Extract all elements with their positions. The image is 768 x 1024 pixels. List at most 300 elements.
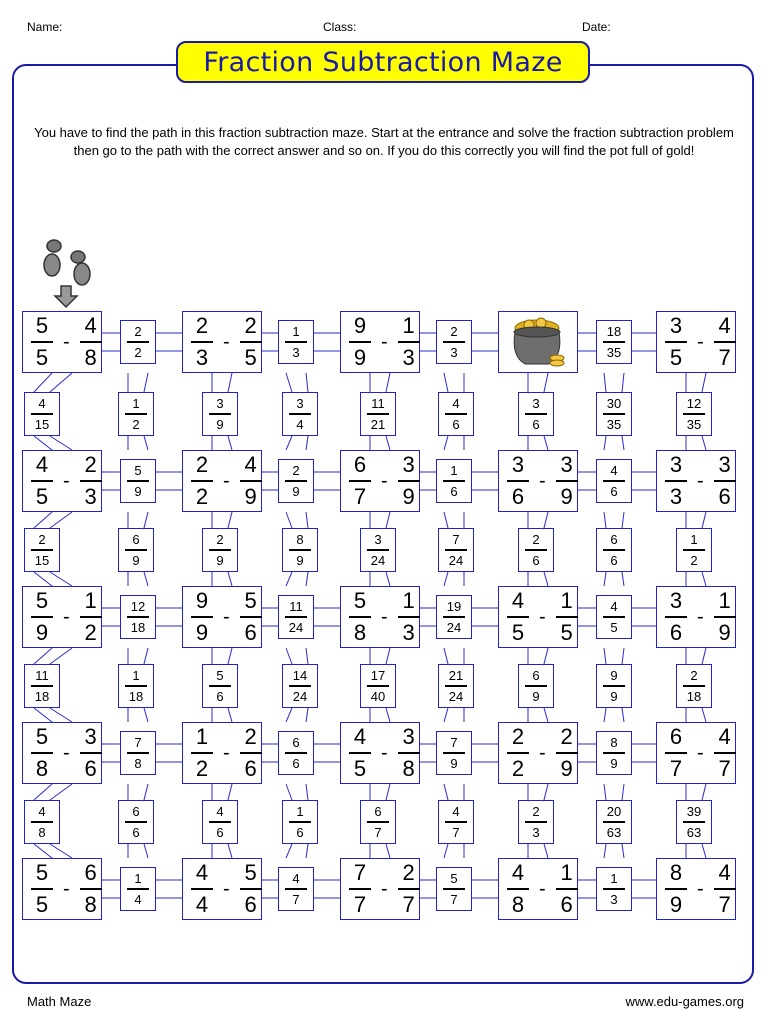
numerator: 4: [610, 599, 618, 615]
fraction: [398, 315, 420, 369]
subtraction-problem: [498, 722, 578, 784]
numerator: 3: [669, 452, 683, 477]
denominator: 2: [195, 756, 209, 781]
numerator: 4: [216, 804, 224, 820]
denominator: 3: [450, 344, 458, 360]
minus-sign: -: [697, 742, 704, 764]
fraction-bar: [209, 821, 231, 823]
fraction: [367, 805, 389, 839]
fraction-bar: [191, 616, 213, 618]
fraction: [285, 736, 307, 770]
denominator: 4: [296, 416, 304, 432]
denominator: 7: [374, 824, 382, 840]
answer-cell: [436, 320, 472, 364]
denominator: 6: [216, 824, 224, 840]
fraction: [191, 454, 213, 508]
answer-cell: [596, 595, 632, 639]
fraction-bar: [603, 549, 625, 551]
denominator: 8: [84, 345, 97, 370]
denominator: 63: [686, 824, 702, 840]
numerator: 1: [195, 724, 209, 749]
fraction-bar: [603, 752, 625, 754]
fraction-bar: [289, 685, 311, 687]
fraction: [525, 669, 547, 703]
denominator: 5: [35, 484, 49, 509]
answer-cell: [282, 800, 318, 844]
numerator: 1: [560, 588, 573, 613]
numerator: 3: [374, 532, 382, 548]
answer-cell: [120, 867, 156, 911]
fraction-bar: [714, 480, 736, 482]
answer-cell: [438, 664, 474, 708]
answer-cell: [120, 459, 156, 503]
fraction: [191, 862, 213, 916]
fraction-bar: [127, 480, 149, 482]
numerator: 6: [292, 735, 300, 751]
subtraction-problem: [340, 722, 420, 784]
numerator: 30: [606, 396, 622, 412]
numerator: 7: [353, 860, 367, 885]
fraction: [603, 736, 625, 770]
fraction-bar: [125, 821, 147, 823]
answer-cell: [202, 528, 238, 572]
numerator: 5: [216, 668, 224, 684]
numerator: 4: [38, 804, 46, 820]
numerator: 2: [244, 724, 257, 749]
fraction: [445, 397, 467, 431]
numerator: 1: [132, 396, 140, 412]
fraction-bar: [349, 888, 371, 890]
denominator: 9: [296, 552, 304, 568]
numerator: 8: [610, 735, 618, 751]
fraction-bar: [367, 413, 389, 415]
numerator: 2: [195, 452, 209, 477]
fraction-bar: [127, 341, 149, 343]
numerator: 4: [452, 804, 460, 820]
numerator: 4: [244, 452, 257, 477]
subtraction-problem: [340, 858, 420, 920]
numerator: 4: [511, 588, 525, 613]
denominator: 18: [686, 688, 702, 704]
minus-sign: -: [381, 470, 388, 492]
fraction-bar: [209, 685, 231, 687]
denominator: 9: [560, 756, 573, 781]
answer-cell: [360, 528, 396, 572]
minus-sign: -: [697, 470, 704, 492]
subtraction-problem: [22, 311, 102, 373]
fraction: [443, 736, 465, 770]
fraction-bar: [507, 888, 529, 890]
fraction: [125, 669, 147, 703]
minus-sign: -: [223, 742, 230, 764]
fraction-bar: [285, 616, 307, 618]
fraction: [349, 590, 371, 644]
subtraction-problem: [498, 450, 578, 512]
fraction: [525, 805, 547, 839]
fraction: [80, 315, 102, 369]
minus-sign: -: [63, 331, 70, 353]
down-arrow-icon: [55, 286, 77, 307]
numerator: 5: [450, 871, 458, 887]
fraction: [603, 669, 625, 703]
denominator: 35: [606, 344, 622, 360]
fraction: [289, 397, 311, 431]
numerator: 4: [511, 860, 525, 885]
numerator: 2: [690, 668, 698, 684]
fraction: [31, 862, 53, 916]
answer-cell: [202, 800, 238, 844]
fraction: [665, 454, 687, 508]
denominator: 2: [132, 416, 140, 432]
numerator: 2: [216, 532, 224, 548]
fraction: [289, 533, 311, 567]
fraction-bar: [127, 752, 149, 754]
fraction-bar: [507, 480, 529, 482]
numerator: 2: [511, 724, 525, 749]
fraction-bar: [367, 685, 389, 687]
fraction-bar: [349, 616, 371, 618]
denominator: 3: [402, 345, 415, 370]
fraction: [603, 872, 625, 906]
numerator: 4: [353, 724, 367, 749]
fraction-bar: [31, 341, 53, 343]
footer-left: Math Maze: [27, 994, 92, 1009]
numerator: 3: [718, 452, 731, 477]
fraction-bar: [556, 616, 578, 618]
fraction-bar: [125, 549, 147, 551]
denominator: 3: [195, 345, 209, 370]
fraction-bar: [525, 413, 547, 415]
fraction-bar: [80, 752, 102, 754]
numerator: 1: [402, 313, 415, 338]
fraction: [445, 669, 467, 703]
fraction-bar: [665, 616, 687, 618]
fraction: [80, 454, 102, 508]
denominator: 9: [610, 688, 618, 704]
fraction: [714, 862, 736, 916]
subtraction-problem: [182, 450, 262, 512]
answer-cell: [596, 800, 632, 844]
numerator: 1: [134, 871, 142, 887]
fraction: [367, 397, 389, 431]
numerator: 14: [292, 668, 308, 684]
fraction-bar: [31, 752, 53, 754]
fraction-bar: [127, 616, 149, 618]
answer-cell: [518, 800, 554, 844]
footer-right: www.edu-games.org: [625, 994, 744, 1009]
denominator: 6: [511, 484, 525, 509]
fraction-bar: [191, 480, 213, 482]
subtraction-problem: [340, 311, 420, 373]
answer-cell: [120, 595, 156, 639]
subtraction-problem: [22, 450, 102, 512]
fraction-bar: [80, 616, 102, 618]
fraction: [603, 397, 625, 431]
fraction: [285, 325, 307, 359]
numerator: 4: [718, 724, 731, 749]
subtraction-problem: [656, 722, 736, 784]
fraction-bar: [127, 888, 149, 890]
subtraction-problem: [22, 586, 102, 648]
denominator: 2: [690, 552, 698, 568]
denominator: 6: [84, 756, 97, 781]
denominator: 8: [511, 892, 525, 917]
numerator: 1: [84, 588, 97, 613]
fraction-bar: [665, 480, 687, 482]
fraction: [191, 590, 213, 644]
fraction: [445, 805, 467, 839]
subtraction-problem: [22, 858, 102, 920]
fraction: [125, 805, 147, 839]
numerator: 11: [371, 396, 385, 412]
start-marker: [40, 236, 100, 315]
minus-sign: -: [63, 606, 70, 628]
fraction-bar: [683, 821, 705, 823]
answer-cell: [278, 595, 314, 639]
denominator: 7: [718, 345, 731, 370]
fraction-bar: [209, 413, 231, 415]
numerator: 2: [38, 532, 46, 548]
fraction: [349, 315, 371, 369]
fraction: [507, 726, 529, 780]
fraction-bar: [125, 685, 147, 687]
subtraction-problem: [340, 586, 420, 648]
subtraction-problem: [498, 586, 578, 648]
denominator: 15: [34, 552, 50, 568]
numerator: 1: [718, 588, 731, 613]
numerator: 3: [84, 724, 97, 749]
numerator: 1: [560, 860, 573, 885]
denominator: 3: [84, 484, 97, 509]
fraction: [525, 533, 547, 567]
fraction-bar: [367, 549, 389, 551]
answer-cell: [676, 528, 712, 572]
fraction-bar: [31, 685, 53, 687]
fraction: [398, 726, 420, 780]
denominator: 4: [134, 891, 142, 907]
numerator: 1: [132, 668, 140, 684]
subtraction-problem: [182, 586, 262, 648]
fraction: [240, 590, 262, 644]
fraction-bar: [289, 549, 311, 551]
fraction-bar: [603, 480, 625, 482]
answer-cell: [278, 320, 314, 364]
fraction: [683, 397, 705, 431]
minus-sign: -: [381, 878, 388, 900]
denominator: 6: [532, 552, 540, 568]
answer-cell: [436, 731, 472, 775]
numerator: 4: [38, 396, 46, 412]
fraction-bar: [398, 480, 420, 482]
answer-cell: [282, 392, 318, 436]
minus-sign: -: [223, 606, 230, 628]
fraction: [31, 669, 53, 703]
denominator: 9: [292, 483, 300, 499]
denominator: 9: [132, 552, 140, 568]
denominator: 6: [452, 416, 460, 432]
fraction: [665, 315, 687, 369]
fraction-bar: [31, 821, 53, 823]
fraction-bar: [240, 752, 262, 754]
denominator: 7: [452, 824, 460, 840]
numerator: 2: [532, 804, 540, 820]
fraction: [240, 454, 262, 508]
fraction-bar: [507, 616, 529, 618]
numerator: 2: [84, 452, 97, 477]
answer-cell: [118, 664, 154, 708]
fraction-bar: [349, 752, 371, 754]
numerator: 2: [560, 724, 573, 749]
numerator: 7: [134, 735, 142, 751]
numerator: 1: [296, 804, 304, 820]
fraction: [714, 315, 736, 369]
denominator: 5: [35, 345, 49, 370]
denominator: 4: [195, 892, 209, 917]
fraction: [127, 600, 149, 634]
denominator: 9: [353, 345, 367, 370]
subtraction-problem: [22, 722, 102, 784]
minus-sign: -: [223, 470, 230, 492]
minus-sign: -: [63, 470, 70, 492]
fraction: [556, 726, 578, 780]
fraction: [683, 533, 705, 567]
denominator: 9: [195, 620, 209, 645]
denominator: 24: [446, 619, 462, 635]
fraction: [556, 454, 578, 508]
fraction: [127, 872, 149, 906]
fraction: [556, 862, 578, 916]
fraction: [289, 805, 311, 839]
fraction-bar: [714, 616, 736, 618]
answer-cell: [596, 392, 632, 436]
denominator: 7: [669, 756, 683, 781]
denominator: 5: [610, 619, 618, 635]
numerator: 4: [610, 463, 618, 479]
fraction-bar: [443, 341, 465, 343]
fraction: [240, 862, 262, 916]
fraction-bar: [603, 341, 625, 343]
fraction: [31, 397, 53, 431]
denominator: 7: [402, 892, 415, 917]
numerator: 2: [402, 860, 415, 885]
numerator: 3: [511, 452, 525, 477]
answer-cell: [518, 664, 554, 708]
denominator: 6: [560, 892, 573, 917]
answer-cell: [596, 867, 632, 911]
fraction: [31, 590, 53, 644]
minus-sign: -: [381, 331, 388, 353]
numerator: 4: [84, 313, 97, 338]
fraction-bar: [445, 821, 467, 823]
fraction-bar: [445, 413, 467, 415]
answer-cell: [120, 320, 156, 364]
numerator: 8: [669, 860, 683, 885]
fraction: [603, 805, 625, 839]
answer-cell: [438, 392, 474, 436]
fraction: [398, 590, 420, 644]
answer-cell: [278, 731, 314, 775]
numerator: 6: [132, 804, 140, 820]
denominator: 24: [448, 552, 464, 568]
denominator: 6: [244, 892, 257, 917]
answer-cell: [596, 459, 632, 503]
numerator: 8: [296, 532, 304, 548]
subtraction-problem: [182, 311, 262, 373]
answer-cell: [438, 800, 474, 844]
denominator: 15: [34, 416, 50, 432]
denominator: 5: [669, 345, 683, 370]
fraction: [367, 533, 389, 567]
denominator: 8: [402, 756, 415, 781]
numerator: 9: [610, 668, 618, 684]
fraction-bar: [398, 616, 420, 618]
denominator: 2: [84, 620, 97, 645]
fraction-bar: [398, 752, 420, 754]
numerator: 4: [718, 313, 731, 338]
fraction-bar: [31, 480, 53, 482]
fraction-bar: [683, 413, 705, 415]
fraction-bar: [31, 549, 53, 551]
fraction-bar: [285, 888, 307, 890]
numerator: 6: [532, 668, 540, 684]
denominator: 7: [450, 891, 458, 907]
fraction: [209, 805, 231, 839]
numerator: 3: [669, 588, 683, 613]
numerator: 2: [532, 532, 540, 548]
denominator: 3: [402, 620, 415, 645]
answer-cell: [360, 392, 396, 436]
denominator: 3: [292, 344, 300, 360]
footprints-icon: [40, 236, 100, 310]
numerator: 6: [669, 724, 683, 749]
numerator: 11: [289, 599, 303, 615]
minus-sign: -: [539, 606, 546, 628]
denominator: 7: [353, 892, 367, 917]
instructions-text: You have to find the path in this fraction subtraction maze. Start at the entrance and solve the fraction subtraction problem then go to the path with the correct answer and so on. If you do this correctly you will find the pot full of gold!: [34, 125, 734, 158]
answer-cell: [24, 528, 60, 572]
fraction: [525, 397, 547, 431]
fraction-bar: [445, 549, 467, 551]
answer-cell: [596, 664, 632, 708]
numerator: 6: [132, 532, 140, 548]
fraction: [398, 862, 420, 916]
denominator: 5: [244, 345, 257, 370]
denominator: 5: [560, 620, 573, 645]
fraction: [603, 464, 625, 498]
denominator: 9: [450, 755, 458, 771]
numerator: 6: [374, 804, 382, 820]
denominator: 63: [606, 824, 622, 840]
denominator: 6: [216, 688, 224, 704]
fraction: [285, 600, 307, 634]
fraction: [289, 669, 311, 703]
answer-cell: [360, 800, 396, 844]
fraction-bar: [556, 480, 578, 482]
numerator: 3: [532, 396, 540, 412]
fraction-bar: [714, 888, 736, 890]
numerator: 17: [370, 668, 386, 684]
fraction: [507, 590, 529, 644]
numerator: 12: [686, 396, 702, 412]
minus-sign: -: [539, 470, 546, 492]
denominator: 6: [610, 552, 618, 568]
denominator: 3: [532, 824, 540, 840]
fraction-bar: [714, 752, 736, 754]
numerator: 18: [606, 324, 622, 340]
denominator: 3: [610, 891, 618, 907]
fraction-bar: [683, 549, 705, 551]
denominator: 3: [669, 484, 683, 509]
